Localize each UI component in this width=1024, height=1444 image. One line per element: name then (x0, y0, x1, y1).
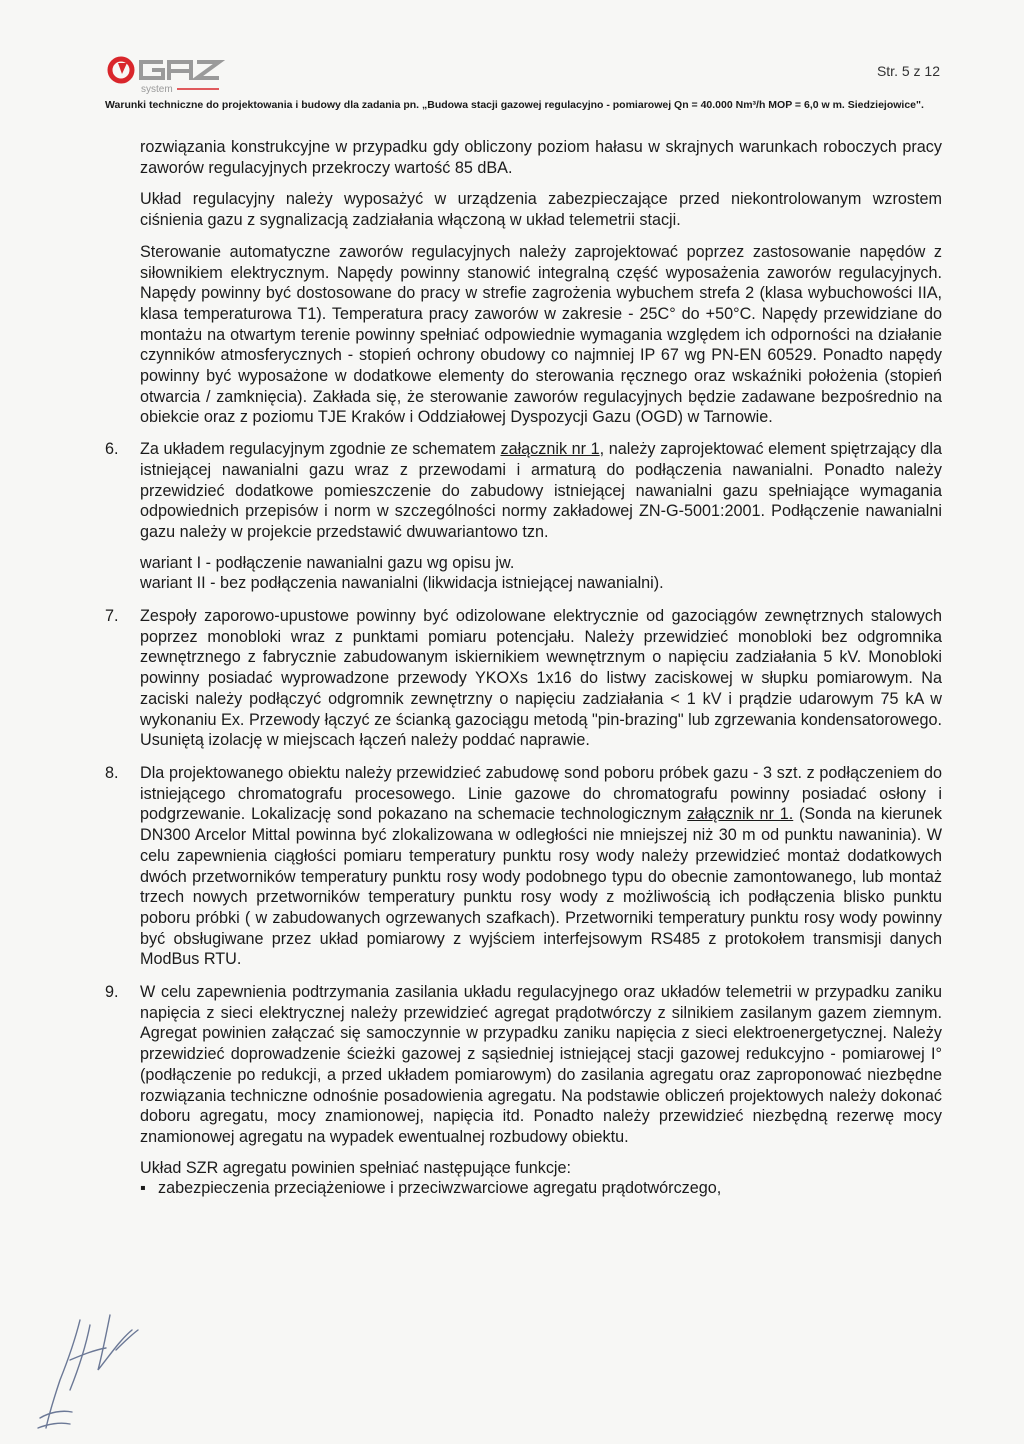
item-text: Dla projektowanego obiektu należy przewidzieć zabudowę sond poboru próbek gazu - 3 szt. z podłączeniem do istniejącego chromatografu procesowego. Linie gazowe do chromatografu powinny posiadać osłony i podgrzewanie. Lokalizację sond pokazano na schemacie technologicznym załącznik nr 1. (Sonda na kierunek DN300 Arcelor Mittal powinna być zlokalizowana w odległości nie mniejszej niż 30 m od punktu nawaninia). W celu zapewnienia ciągłości pomiaru temperatury punktu rosy wody należy przewidzieć montaż dodatkowych dwóch przetworników temperatury punktu rosy wody podobnego typu do obecnie zamontowanego, lub montaż trzech nowych przetworników temperatury punktu rosy wody z możliwością ich podłączenia blisko punktu poboru próbki ( w zabudowanych ogrzewanych szafkach). Przetworniki temperatury punktu rosy wody powinny być obsługiwane przez układ pomiarowy z wyjściem interfejsowym RS485 z protokołem transmisji danych ModBus RTU. (140, 763, 942, 969)
item-number: 6. (105, 440, 119, 459)
bullet-icon: ▪ (140, 1179, 146, 1198)
variants-list (140, 553, 942, 594)
variant-line: wariant I - podłączenie nawanialni gazu wg opisu jw. (140, 553, 515, 572)
gaz-system-logo (105, 54, 255, 100)
item-text: W celu zapewnienia podtrzymania zasilania układu regulacyjnego oraz układów telemetrii w przypadku zaniku napięcia z sieci elektrycznej należy przewidzieć agregat prądotwórczy z silnikiem zasilanym gazem ziemnym. Agregat powinien załączać się samoczynnie w przypadku zaniku napięcia z sieci elektroenergetycznej. Należy przewidzieć doprowadzenie ścieżki gazowej z sąsiedniej istniejącej stacji gazowej redukcyjno - pomiarowej I° (podłączenie po redukcji, a przed układem pomiarowym) do zasilania agregatu oraz zaproponować niezbędne rozwiązania techniczne odnośnie posadowienia agregatu. Na podstawie obliczeń projektowych należy dokonać doboru agregatu, mocy znamionowej, napięcia itd. Ponadto należy przewidzieć niezbędną rezerwę mocy znamionowej agregatu na wypadek ewentualnej rozbudowy obiektu. (140, 983, 942, 1146)
intro-paragraph: Sterowanie automatyczne zaworów regulacyjnych należy zaprojektować poprzez zastosowanie napędów z siłownikiem elektrycznym. Napędy powinny stanowić integralną część wyposażenia zaworów regulacyjnych. Napędy powinny być dostosowane do pracy w strefie zagrożenia wybuchem strefa 2 (klasa wybuchowości IIA, klasa temperaturowa T1). Temperatura pracy zaworów w zakresie - 25C° do +50°C. Napędy przewidziane do montażu na otwartym terenie powinny spełniać odpowiednie wymagania względem ich odporności na działanie czynników atmosferycznych - stopień ochrony obudowy co najmniej IP 67 wg PN-EN 60529. Ponadto napędy powinny być wyposażone w dodatkowe elementy do sterowania ręcznego oraz wskaźniki położenia (stopień otwarcia / zamknięcia). Zakłada się, że sterowanie zaworów regulacyjnych będzie zadawane bezpośrednio na obiekcie oraz z poziomu TJE Kraków i Oddziałowej Dyspozycji Gazu (OGD) w Tarnowie. (140, 242, 942, 427)
document-body (105, 137, 943, 1211)
list-item-7 (105, 606, 942, 751)
intro-paragraph: rozwiązania konstrukcyjne w przypadku gdy obliczony poziom hałasu w skrajnych warunkach roboczych pracy zaworów regulacyjnych przekroczy wartość 85 dBA. (140, 138, 942, 177)
szr-intro: Układ SZR agregatu powinien spełniać następujące funkcje: (140, 1158, 572, 1177)
bullet-item: ▪ zabezpieczenia przeciążeniowe i przeciwzwarciowe agregatu prądotwórczego, (140, 1179, 722, 1198)
attachment-link: załącznik nr 1. (687, 805, 794, 824)
list-item-9 (105, 982, 942, 1199)
document-title: Warunki techniczne do projektowania i budowy dla zadania pn. „Budowa stacji gazowej regulacyjno - pomiarowej Qn = 40.000 Nm³/h MOP = 6,0 w m. Siedziejowice". (105, 99, 924, 111)
variant-line: wariant II - bez podłączenia nawanialni (likwidacja istniejącej nawanialni). (140, 574, 664, 593)
item-number: 7. (105, 607, 119, 626)
item-number: 8. (105, 763, 119, 782)
logo-subtext: system (141, 84, 173, 95)
list-item-8 (105, 763, 942, 970)
item-text: Za układem regulacyjnym zgodnie ze schematem załącznik nr 1, należy zaprojektować element spiętrzający dla istniejącej nawanialni gazu wraz z przewodami i armaturą do podłączenia nawanialni. Ponadto należy przewidzieć dodatkowe pomieszczenie do zabudowy istniejącej nawanialni gazu spełniające wymagania odpowiednich przepisów i norm w szczególności normy zakładowej ZN-G-5001:2001. Podłączenie nawanialni gazu należy w projekcie przedstawić dwuwariantowo tzn. (140, 440, 943, 541)
intro-paragraph: Układ regulacyjny należy wyposażyć w urządzenia zabezpieczające przed niekontrolowanym wzrostem ciśnienia gazu z sygnalizacją zadziałania włączoną w układ telemetrii stacji. (140, 190, 942, 230)
handwritten-signature (20, 1300, 150, 1435)
page-number: Str. 5 z 12 (876, 63, 940, 79)
item-number: 9. (105, 983, 119, 1002)
attachment-link: załącznik nr 1 (500, 440, 600, 459)
item-text: Zespoły zaporowo-upustowe powinny być odizolowane elektrycznie od gazociągów zewnętrznych stalowych poprzez monobloki wraz z punktami pomiaru potencjału. Należy przewidzieć monobloki bez odgromnika zewnętrznego z fabrycznie zabudowanym iskiernikiem wewnętrznym o napięciu zadziałania 5 kV. Monobloki powinny posiadać wyprowadzone przewody YKOXs 1x16 do listwy zaciskowej w słupku pomiarowym. Na zaciski należy podłączyć odgromnik zewnętrzny o napięciu zadziałania < 1 kV i prądzie udarowym 75 kA w wykonaniu Ex. Przewody łączyć ze ścianką gazociągu metodą "pin-brazing" lub zgrzewania kondensatorowego. Usuniętą izolację w miejscach łączeń należy poddać naprawie. (140, 607, 942, 750)
list-item-6 (105, 439, 943, 594)
